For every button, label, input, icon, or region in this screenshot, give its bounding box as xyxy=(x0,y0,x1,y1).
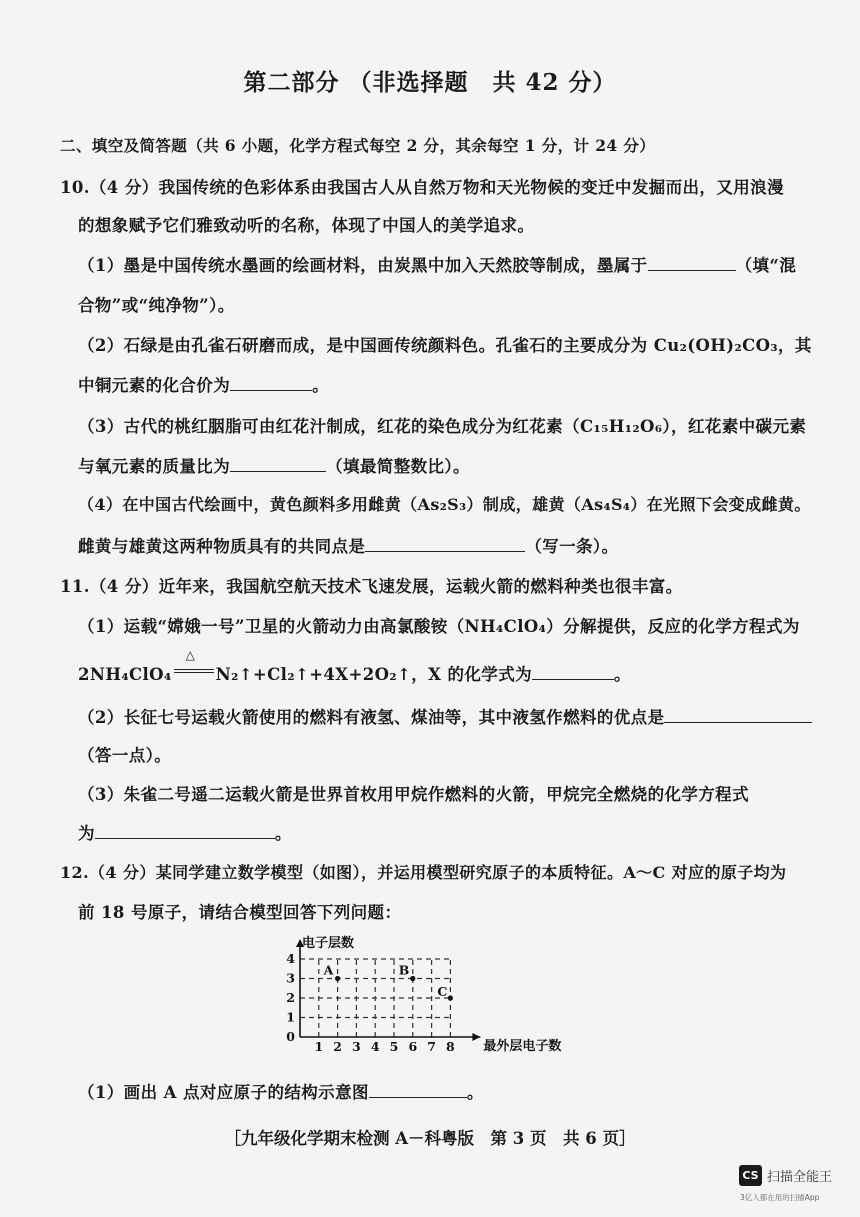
q10-part3-text: 与氧元素的质量比为 xyxy=(78,457,231,476)
q10-part2-text: 中铜元素的化合价为 xyxy=(78,376,231,395)
period-mark: 。 xyxy=(614,665,631,684)
data-point-b xyxy=(410,976,415,981)
q11-part2-line2: （答一点）。 xyxy=(78,746,172,765)
y-tick-label: 3 xyxy=(286,970,295,986)
q10-answer-blank-1[interactable] xyxy=(648,256,736,271)
q10-stem-line2: 的想象赋予它们雅致动听的名称，体现了中国人的美学追求。 xyxy=(78,216,535,235)
x-tick-label: 6 xyxy=(408,1039,418,1054)
q10-part4-hint: （写一条）。 xyxy=(525,537,619,556)
q10-part3-line2 xyxy=(78,453,470,477)
q10-part4-text: 雌黄与雄黄这两种物质具有的共同点是 xyxy=(78,537,366,556)
period-mark: 。 xyxy=(312,376,330,395)
point-label-a: A xyxy=(323,962,334,978)
q10-part3-hint: （填最简整数比）。 xyxy=(326,457,470,476)
equation-reactant: 2NH₄ClO₄ xyxy=(78,665,172,684)
q10-answer-blank-2[interactable] xyxy=(230,376,312,391)
data-point-a xyxy=(335,976,340,981)
x-tick-label: 7 xyxy=(427,1039,436,1054)
data-point-c xyxy=(448,995,453,1000)
double-line xyxy=(174,669,214,673)
x-tick-label: 2 xyxy=(333,1039,342,1054)
q11-part2-text: （2）长征七号运载火箭使用的燃料有液氢、煤油等，其中液氢作燃料的优点是 xyxy=(78,708,665,727)
heat-symbol: △ xyxy=(185,648,196,662)
x-tick-label: 1 xyxy=(314,1039,324,1054)
q10-part4-line1: （4）在中国古代绘画中，黄色颜料多用雌黄（As₂S₃）制成，雄黄（As₄S₄）在光照下会变成雌黄。 xyxy=(78,495,811,514)
x-tick-label: 3 xyxy=(352,1039,361,1054)
x-tick-label: 8 xyxy=(446,1039,455,1054)
period-mark: 。 xyxy=(274,824,292,843)
q12-answer-blank-1[interactable] xyxy=(369,1083,467,1098)
y-axis-label: 电子层数 xyxy=(302,936,355,951)
x-axis-arrow xyxy=(472,1033,480,1041)
q11-part3-text: 为 xyxy=(78,824,95,843)
y-tick-label: 0 xyxy=(286,1029,295,1044)
camscanner-name: 扫描全能王 xyxy=(767,1170,833,1185)
q11-stem: 11.（4 分）近年来，我国航空航天技术飞速发展，运载火箭的燃料种类也很丰富。 xyxy=(60,577,683,596)
q11-part3-line1: （3）朱雀二号遥二运载火箭是世界首枚用甲烷作燃料的火箭，甲烷完全燃烧的化学方程式 xyxy=(78,785,749,804)
x-axis-label: 最外层电子数 xyxy=(483,1039,562,1054)
y-tick-label: 2 xyxy=(286,990,295,1005)
chart-svg xyxy=(270,935,570,1065)
q10-part1-line1 xyxy=(78,252,796,276)
page-footer: ［九年级化学期末检测 A－科粤版 第 3 页 共 6 页］ xyxy=(224,1129,636,1148)
q11-answer-blank-1[interactable] xyxy=(532,665,614,680)
y-tick-label: 1 xyxy=(286,1009,295,1025)
y-tick-label: 4 xyxy=(286,951,295,966)
point-label-c: C xyxy=(437,984,448,999)
q10-answer-blank-3[interactable] xyxy=(230,457,326,472)
period-mark: 。 xyxy=(466,1083,484,1102)
reaction-arrow xyxy=(172,648,216,680)
x-tick-label: 5 xyxy=(389,1039,399,1054)
q10-part1-hint: （填“混 xyxy=(735,256,797,275)
q11-part1-line1: （1）运载“嫦娥一号”卫星的火箭动力由高氯酸铵（NH₄ClO₄）分解提供，反应的化学方程式为 xyxy=(78,617,800,636)
q10-stem-line1: 10.（4 分）我国传统的色彩体系由我国古人从自然万物和天光物候的变迁中发掘而出，又用浪漫 xyxy=(60,178,784,197)
q10-part1-line2: 合物”或“纯净物”）。 xyxy=(78,296,235,315)
q12-part1-line xyxy=(78,1079,484,1103)
point-label-b: B xyxy=(398,962,410,978)
atom-model-chart xyxy=(270,935,570,1065)
q11-answer-blank-3[interactable] xyxy=(95,824,275,839)
camscanner-tagline: 3亿人都在用的扫描App xyxy=(740,1193,820,1202)
q10-part2-line1: （2）石绿是由孔雀石研磨而成，是中国画传统颜料色。孔雀石的主要成分为 Cu₂(OH)₂CO₃，其 xyxy=(78,336,812,355)
q11-part2-line1 xyxy=(78,704,812,728)
x-tick-label: 4 xyxy=(370,1039,380,1054)
q11-answer-blank-2[interactable] xyxy=(664,708,812,723)
section-heading: 二、填空及简答题（共 6 小题，化学方程式每空 2 分，其余每空 1 分，计 24 分） xyxy=(60,136,656,155)
q12-part1-text: （1）画出 A 点对应原子的结构示意图 xyxy=(78,1083,369,1102)
equation-products: N₂↑+Cl₂↑+4X+2O₂↑，X 的化学式为 xyxy=(215,665,532,684)
q11-equation-line xyxy=(78,648,631,685)
q10-part1-text: （1）墨是中国传统水墨画的绘画材料，由炭黑中加入天然胶等制成，墨属于 xyxy=(78,256,648,275)
q10-part2-line2 xyxy=(78,372,329,396)
q12-stem-line1: 12.（4 分）某同学建立数学模型（如图），并运用模型研究原子的本质特征。A～C 对应的原子均为 xyxy=(60,863,787,882)
q10-part3-line1: （3）古代的桃红胭脂可由红花汁制成，红花的染色成分为红花素（C₁₅H₁₂O₆），红花素中碳元素 xyxy=(78,417,807,436)
q10-part4-line2 xyxy=(78,533,618,557)
page-title: 第二部分 （非选择题 共 42 分） xyxy=(243,69,617,96)
camscanner-logo: CS xyxy=(739,1165,762,1186)
q10-answer-blank-4[interactable] xyxy=(365,537,525,552)
q12-stem-line2: 前 18 号原子，请结合模型回答下列问题： xyxy=(78,903,402,922)
q11-part3-line2 xyxy=(78,820,292,844)
